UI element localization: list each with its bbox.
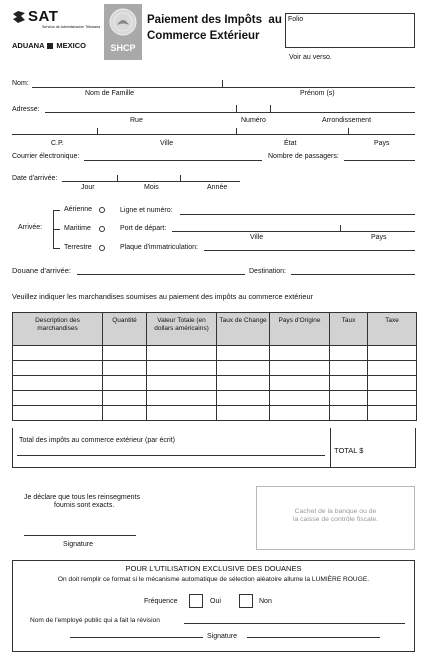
table-cell[interactable] bbox=[13, 346, 103, 361]
bank-stamp-box[interactable] bbox=[256, 486, 415, 550]
shcp-seal bbox=[104, 4, 142, 60]
employe-label: Nom de l'employé public qui a fait la révision bbox=[30, 617, 160, 624]
table-cell[interactable] bbox=[270, 376, 330, 391]
nom-divider bbox=[222, 80, 223, 88]
terrestre-label: Terrestre bbox=[64, 244, 92, 251]
terrestre-radio[interactable] bbox=[99, 245, 105, 251]
header-taux: Taux bbox=[330, 313, 368, 346]
oui-label: Oui bbox=[210, 598, 221, 605]
declaration-line2: fournis sont exacts. bbox=[54, 502, 115, 509]
form-title bbox=[147, 12, 281, 44]
table-cell[interactable] bbox=[147, 406, 217, 421]
table-cell[interactable] bbox=[217, 361, 270, 376]
sat-logo bbox=[12, 8, 100, 34]
table-cell[interactable] bbox=[217, 406, 270, 421]
total-amount-box[interactable] bbox=[330, 428, 416, 468]
port-depart-field-line[interactable] bbox=[172, 231, 415, 232]
folio-box[interactable] bbox=[285, 13, 415, 48]
declaration-signature-caption: Signature bbox=[63, 541, 93, 548]
table-cell[interactable] bbox=[217, 391, 270, 406]
table-cell[interactable] bbox=[13, 406, 103, 421]
nom-field-line[interactable] bbox=[32, 87, 415, 88]
seal-bar-icon bbox=[47, 43, 53, 49]
plaque-label: Plaque d'immatriculation: bbox=[120, 244, 198, 251]
total-written-label: Total des impôts au commerce extérieur (par écrit) bbox=[19, 437, 175, 444]
adresse-divider-1 bbox=[236, 105, 237, 113]
date-divider-2 bbox=[180, 175, 181, 182]
table-cell[interactable] bbox=[270, 361, 330, 376]
adresse-divider-2 bbox=[270, 105, 271, 113]
aerienne-radio[interactable] bbox=[99, 207, 105, 213]
form-title-line2: Commerce Extérieur bbox=[147, 30, 260, 42]
goods-instruction: Veuillez indiquer les marchandises soumises au paiement des impôts au commerce extérieur bbox=[12, 292, 313, 301]
customs-signature-line-right[interactable] bbox=[247, 637, 380, 638]
rue-caption: Rue bbox=[130, 117, 143, 124]
port-depart-label: Port de départ: bbox=[120, 225, 167, 232]
destination-label: Destination: bbox=[249, 268, 286, 275]
declaration-line1: Je déclare que tous les reinsegments bbox=[24, 494, 140, 501]
total-amount-label: TOTAL $ bbox=[334, 446, 364, 455]
arrivee-label: Arrivée: bbox=[18, 224, 43, 231]
header-quantite: Quantité bbox=[103, 313, 147, 346]
table-cell[interactable] bbox=[330, 361, 368, 376]
mois-caption: Mois bbox=[144, 184, 159, 191]
non-checkbox[interactable] bbox=[239, 594, 253, 608]
table-row bbox=[13, 376, 417, 391]
nom-label: Nom: bbox=[12, 80, 29, 87]
customs-section bbox=[12, 560, 415, 652]
table-cell[interactable] bbox=[368, 361, 417, 376]
customs-instruction: On doit remplir ce format si le mécanisme automatique de sélection aléatoire allume la LUMIÈRE ROUGE. bbox=[57, 576, 370, 583]
aduana-mexico-logo bbox=[12, 40, 100, 52]
table-row bbox=[13, 346, 417, 361]
table-row bbox=[13, 406, 417, 421]
voir-au-verso: Voir au verso. bbox=[289, 54, 332, 61]
arrivee-bracket-bottom bbox=[53, 248, 60, 249]
date-arrivee-label: Date d'arrivée: bbox=[12, 175, 58, 182]
non-label: Non bbox=[259, 598, 272, 605]
port-pays-caption: Pays bbox=[371, 234, 387, 241]
header-valeur-totale: Valeur Totale (en dollars américains) bbox=[147, 313, 217, 346]
table-cell[interactable] bbox=[103, 376, 147, 391]
employe-field-line[interactable] bbox=[184, 623, 405, 624]
table-cell[interactable] bbox=[330, 406, 368, 421]
city-field-line[interactable] bbox=[12, 134, 415, 135]
stamp-line1: Cachet de la banque ou de bbox=[294, 508, 377, 515]
table-cell[interactable] bbox=[270, 391, 330, 406]
table-cell[interactable] bbox=[217, 376, 270, 391]
plaque-field-line[interactable] bbox=[204, 250, 415, 251]
table-row bbox=[13, 361, 417, 376]
folio-label: Folio bbox=[288, 16, 304, 23]
table-cell[interactable] bbox=[103, 391, 147, 406]
cp-caption: C.P. bbox=[51, 140, 64, 147]
jour-caption: Jour bbox=[81, 184, 95, 191]
stamp-line2: la caisse de contrôle fiscale. bbox=[292, 516, 378, 523]
nom-de-famille-caption: Nom de Famille bbox=[85, 90, 135, 97]
table-cell[interactable] bbox=[217, 346, 270, 361]
header-taxe: Taxe bbox=[368, 313, 417, 346]
table-cell[interactable] bbox=[368, 391, 417, 406]
ligne-numero-label: Ligne et numéro: bbox=[120, 207, 173, 214]
annee-caption: Année bbox=[207, 184, 228, 191]
adresse-field-line[interactable] bbox=[45, 112, 415, 113]
passagers-label: Nombre de passagers: bbox=[268, 153, 339, 160]
eagle-seal-icon bbox=[108, 7, 138, 37]
total-written-box[interactable] bbox=[12, 428, 331, 468]
numero-caption: Numéro bbox=[241, 117, 266, 124]
port-ville-caption: Ville bbox=[250, 234, 264, 241]
ville-caption: Ville bbox=[160, 140, 174, 147]
arrivee-bracket-top bbox=[53, 210, 60, 211]
total-written-field-line[interactable] bbox=[17, 455, 325, 456]
date-divider-1 bbox=[117, 175, 118, 182]
oui-checkbox[interactable] bbox=[189, 594, 203, 608]
table-cell[interactable] bbox=[270, 406, 330, 421]
table-cell[interactable] bbox=[103, 406, 147, 421]
table-cell[interactable] bbox=[147, 376, 217, 391]
pays-caption: Pays bbox=[374, 140, 390, 147]
table-cell[interactable] bbox=[330, 391, 368, 406]
customs-title: POUR L'UTILISATION EXCLUSIVE DES DOUANES bbox=[125, 564, 302, 573]
arrondissement-caption: Arrondissement bbox=[322, 117, 372, 124]
customs-signature-line-left[interactable] bbox=[70, 637, 203, 638]
etat-caption: État bbox=[284, 140, 297, 147]
shcp-label: SHCP bbox=[110, 43, 136, 53]
douane-arrivee-label: Douane d'arrivée: bbox=[12, 266, 71, 275]
mexico-logo-text: MEXICO bbox=[56, 41, 87, 50]
city-divider-1 bbox=[97, 128, 98, 135]
table-cell[interactable] bbox=[330, 376, 368, 391]
prenom-caption: Prénom (s) bbox=[300, 90, 335, 97]
aduana-logo-text: ADUANA bbox=[12, 41, 45, 50]
table-cell[interactable] bbox=[368, 376, 417, 391]
table-cell[interactable] bbox=[147, 361, 217, 376]
arrivee-bracket-mid bbox=[53, 229, 60, 230]
goods-header-row bbox=[13, 313, 417, 346]
port-depart-divider bbox=[340, 225, 341, 232]
table-cell[interactable] bbox=[147, 346, 217, 361]
header-pays-origine: Pays d'Origine bbox=[270, 313, 330, 346]
frequence-label: Fréquence bbox=[144, 598, 178, 605]
maritime-label: Maritime bbox=[64, 225, 91, 232]
sat-emblem-icon bbox=[12, 10, 26, 24]
goods-table bbox=[12, 312, 417, 421]
table-cell[interactable] bbox=[13, 361, 103, 376]
courrier-label: Courrier électronique: bbox=[12, 153, 80, 160]
table-cell[interactable] bbox=[147, 391, 217, 406]
customs-signature-caption: Signature bbox=[207, 633, 237, 640]
sat-logo-subtitle: Servicio de Administración Tributaria bbox=[42, 25, 101, 29]
passagers-field-line[interactable] bbox=[344, 160, 415, 161]
courrier-field-line[interactable] bbox=[84, 160, 262, 161]
aerienne-label: Aérienne bbox=[64, 206, 93, 213]
form-title-line1: Paiement des Impôts au bbox=[147, 14, 282, 26]
maritime-radio[interactable] bbox=[99, 226, 105, 232]
table-cell[interactable] bbox=[103, 346, 147, 361]
table-cell[interactable] bbox=[13, 391, 103, 406]
table-cell[interactable] bbox=[368, 406, 417, 421]
table-cell[interactable] bbox=[270, 346, 330, 361]
header-taux-de-change: Taux de Change bbox=[217, 313, 270, 346]
city-divider-2 bbox=[236, 128, 237, 135]
table-cell[interactable] bbox=[13, 376, 103, 391]
header-description: Description des marchandises bbox=[13, 313, 103, 346]
sat-logo-text: SAT bbox=[28, 8, 59, 25]
destination-field-line[interactable] bbox=[291, 274, 415, 275]
douane-arrivee-field-line[interactable] bbox=[77, 274, 245, 275]
table-row bbox=[13, 391, 417, 406]
table-cell[interactable] bbox=[103, 361, 147, 376]
table-cell[interactable] bbox=[368, 346, 417, 361]
adresse-label: Adresse: bbox=[12, 106, 40, 113]
table-cell[interactable] bbox=[330, 346, 368, 361]
date-field-line[interactable] bbox=[62, 181, 240, 182]
declaration-signature-line[interactable] bbox=[24, 535, 136, 536]
city-divider-3 bbox=[348, 128, 349, 135]
ligne-numero-field-line[interactable] bbox=[180, 214, 415, 215]
